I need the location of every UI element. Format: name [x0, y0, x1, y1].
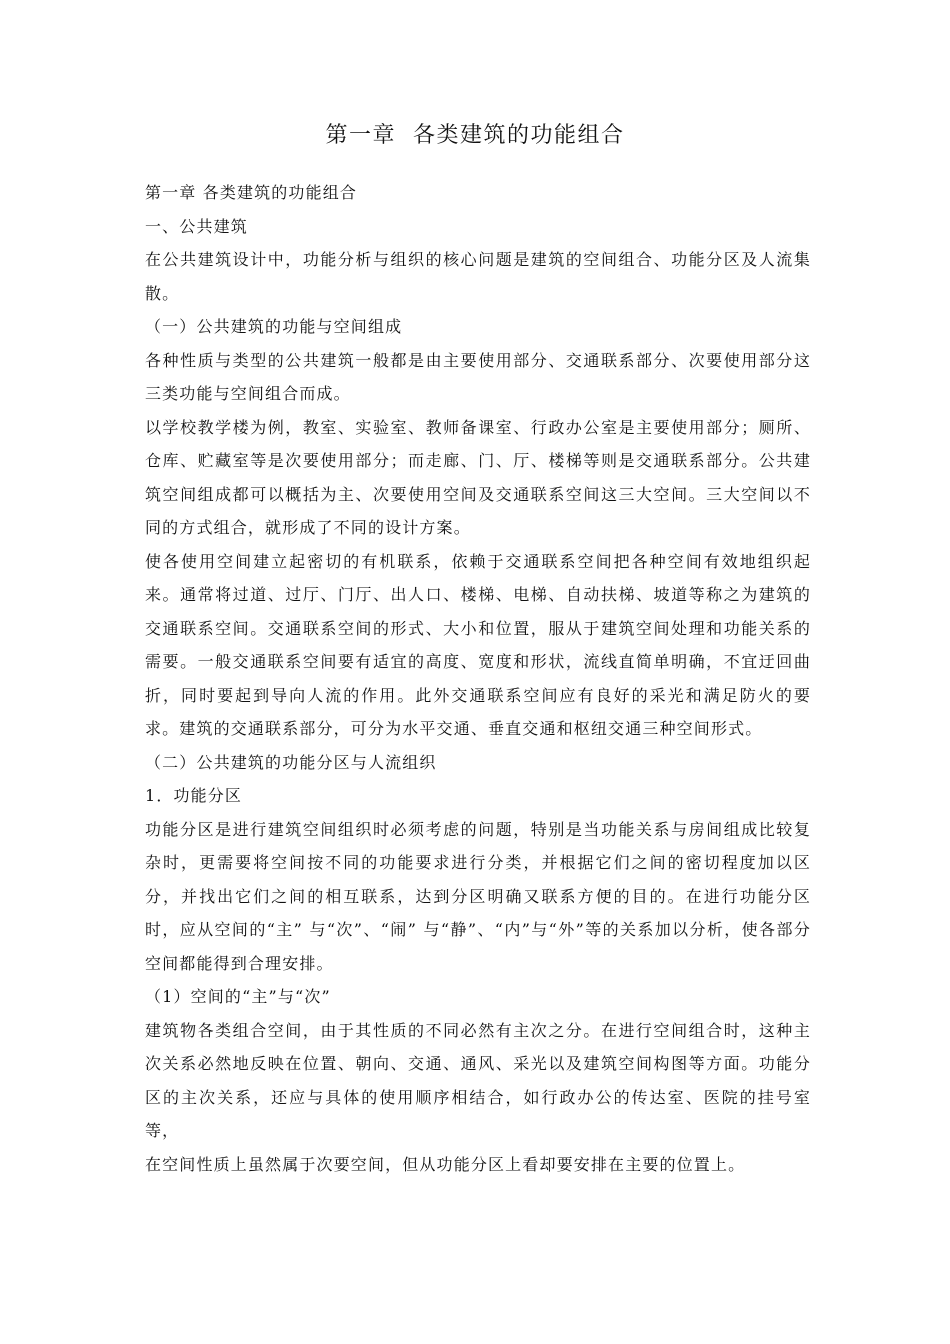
paragraph-circulation-space: 使各使用空间建立起密切的有机联系，依赖于交通联系空间把各种空间有效地组织起来。通常将过道、过厅、门厅、出人口、楼梯、电梯、自动扶梯、坡道等称之为建筑的交通联系空间。交通联系空间的形式、大小和位置，服从于建筑空间处理和功能关系的需要。一般交通联系空间要有适宜的高度、宽度和形状，流线直简单明确，不宜迂回曲折，同时要起到导向人流的作用。此外交通联系空间应有良好的采光和满足防火的要求。建筑的交通联系部分，可分为水平交通、垂直交通和枢纽交通三种空间形式。: [145, 551, 811, 738]
numbered-heading-functional-zoning: 1．功能分区: [145, 786, 243, 805]
paragraph-primary-secondary: 建筑物各类组合空间，由于其性质的不同必然有主次之分。在进行空间组合时，这种主次关系必然地反映在位置、朝向、交通、通风、采光以及建筑空间构图等方面。功能分区的主次关系，还应与具体的使用顺序相结合，如行政办公的传达室、医院的挂号室等，: [145, 1020, 811, 1140]
paragraph-space-types: 各种性质与类型的公共建筑一般都是由主要使用部分、交通联系部分、次要使用部分这三类功能与空间组合而成。: [145, 350, 811, 403]
section-heading-public-buildings: 一、公共建筑: [145, 216, 248, 236]
chapter-heading: 第一章 各类建筑的功能组合: [145, 183, 358, 202]
subsection-heading-function-space: （一）公共建筑的功能与空间组成: [145, 317, 403, 336]
paragraph-school-example: 以学校教学楼为例，教室、实验室、教师备课室、行政办公室是主要使用部分；厕所、仓库、贮藏室等是次要使用部分；而走廊、门、厅、楼梯等则是交通联系部分。公共建筑空间组成都可以概括为主、次要使用空间及交通联系空间这三大空间。三大空间以不同的方式组合，就形成了不同的设计方案。: [145, 417, 811, 537]
paragraph-functional-zoning: 功能分区是进行建筑空间组织时必须考虑的问题，特别是当功能关系与房间组成比较复杂时，更需要将空间按不同的功能要求进行分类，并根据它们之间的密切程度加以区分，并找出它们之间的相互联系，达到分区明确又联系方便的目的。在进行功能分区时，应从空间的“主” 与“次”、“闹” 与“静”、“内”与“外”等的关系加以分析，使各部分空间都能得到合理安排。: [145, 819, 811, 973]
numbered-heading-primary-secondary: （1）空间的“主”与“次”: [145, 987, 331, 1006]
document-body: [145, 176, 811, 1181]
paragraph-secondary-space-placement: 在空间性质上虽然属于次要空间，但从功能分区上看却要安排在主要的位置上。: [145, 1154, 746, 1174]
page-title: 第一章 各类建筑的功能组合: [325, 123, 625, 148]
paragraph-intro: 在公共建筑设计中，功能分析与组织的核心问题是建筑的空间组合、功能分区及人流集散。: [145, 250, 811, 303]
subsection-heading-zoning-flow: （二）公共建筑的功能分区与人流组织: [145, 752, 437, 772]
